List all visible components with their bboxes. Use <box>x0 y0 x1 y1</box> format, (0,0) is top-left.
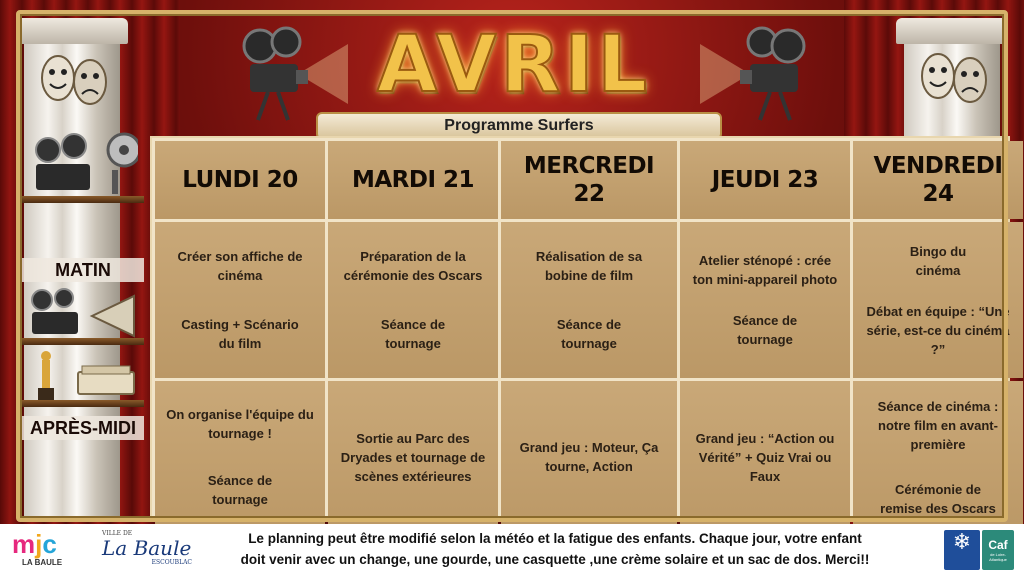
afternoon-cell <box>853 381 1023 524</box>
oscar-statue-icon <box>30 348 140 402</box>
activity: Bingo du cinéma <box>909 243 967 278</box>
morning-cell <box>680 222 850 378</box>
labaule-name: La Baule <box>102 536 192 560</box>
program-subtitle: Programme Surfers <box>316 112 722 140</box>
footer-note <box>200 528 910 570</box>
activity: Créer son affiche de cinéma <box>177 249 303 283</box>
activity: Séance de tournage <box>556 317 622 351</box>
morning-cell <box>501 222 677 378</box>
footer <box>0 524 1024 576</box>
activity: Atelier sténopé : crée ton mini-appareil photo <box>692 253 838 287</box>
afternoon-cell <box>501 381 677 524</box>
page-title: AVRIL <box>376 20 652 110</box>
afternoon-cell <box>328 381 498 524</box>
day-name: MARDI 21 <box>351 167 475 193</box>
day-header <box>328 141 498 219</box>
caf-sub: de Loire-Atlantique <box>989 552 1007 562</box>
la-baule-logo <box>102 530 192 572</box>
day-header <box>155 141 325 219</box>
activity: Cérémonie de remise des Oscars <box>880 481 996 516</box>
activity: Sortie au Parc des Dryades et tournage de scènes extérieures <box>340 430 486 484</box>
day-name: LUNDI 20 <box>182 167 298 193</box>
afternoon-cell <box>155 381 325 524</box>
schedule-grid <box>150 136 1010 522</box>
activity: Séance de cinéma : notre film en avant-première <box>877 398 999 452</box>
activity: Séance de tournage <box>380 317 446 351</box>
mjc-sub: LA BAULE <box>22 558 63 567</box>
shelf-middle <box>22 338 144 345</box>
morning-cell <box>155 222 325 378</box>
mjc-logo: mjc LA BAULE <box>12 530 82 572</box>
activity: Débat en équipe : “Une série, est-ce du cinéma ?” <box>866 303 1010 357</box>
activity: Grand jeu : Moteur, Ça tourne, Action <box>519 440 659 474</box>
snowflake-logo <box>944 530 980 570</box>
activity: Réalisation de sa bobine de film <box>535 249 643 283</box>
megaphone-icon <box>28 288 140 338</box>
activity: Préparation de la cérémonie des Oscars <box>343 249 483 283</box>
activity: Grand jeu : “Action ou Vérité” + Quiz Vrai ou Faux <box>695 430 835 484</box>
marquee-title <box>370 20 658 110</box>
activity: Séance de tournage <box>207 473 273 507</box>
day-header <box>680 141 850 219</box>
activity: On organise l'équipe du tournage ! <box>166 407 314 441</box>
morning-cell <box>853 222 1023 378</box>
camera-icon <box>28 130 138 196</box>
footer-note-line-1: Le planning peut être modifié selon la météo et la fatigue des enfants. Chaque jour, votre enfant <box>248 531 862 546</box>
morning-cell <box>328 222 498 378</box>
caf-logo <box>982 530 1014 570</box>
day-name: JEUDI 23 <box>711 167 819 193</box>
labaule-sub: ESCOUBLAC <box>151 559 192 566</box>
labaule-top: VILLE DE <box>102 530 133 537</box>
film-projector-left-icon <box>238 24 348 124</box>
theatre-masks-icon <box>34 52 114 108</box>
film-projector-right-icon <box>700 24 810 124</box>
day-name: VENDREDI 24 <box>873 153 1003 207</box>
day-name: MERCREDI 22 <box>523 153 655 207</box>
snowflake-icon: ❄ <box>952 530 972 555</box>
footer-note-line-2: doit venir avec un change, une gourde, une casquette ,une crème solaire et un sac de dos. Merci!! <box>240 552 870 567</box>
mjc-mark: c <box>42 529 57 559</box>
day-header <box>853 141 1023 219</box>
day-header <box>501 141 677 219</box>
theatre-masks-right-icon <box>914 50 994 106</box>
side-label-afternoon: APRÈS-MIDI <box>22 416 144 440</box>
activity: Casting + Scénario du film <box>181 317 299 351</box>
shelf-top <box>22 196 144 203</box>
caf-name: Caf <box>988 538 1008 552</box>
activity: Séance de tournage <box>732 313 798 347</box>
afternoon-cell <box>680 381 850 524</box>
side-label-morning: MATIN <box>22 258 144 282</box>
